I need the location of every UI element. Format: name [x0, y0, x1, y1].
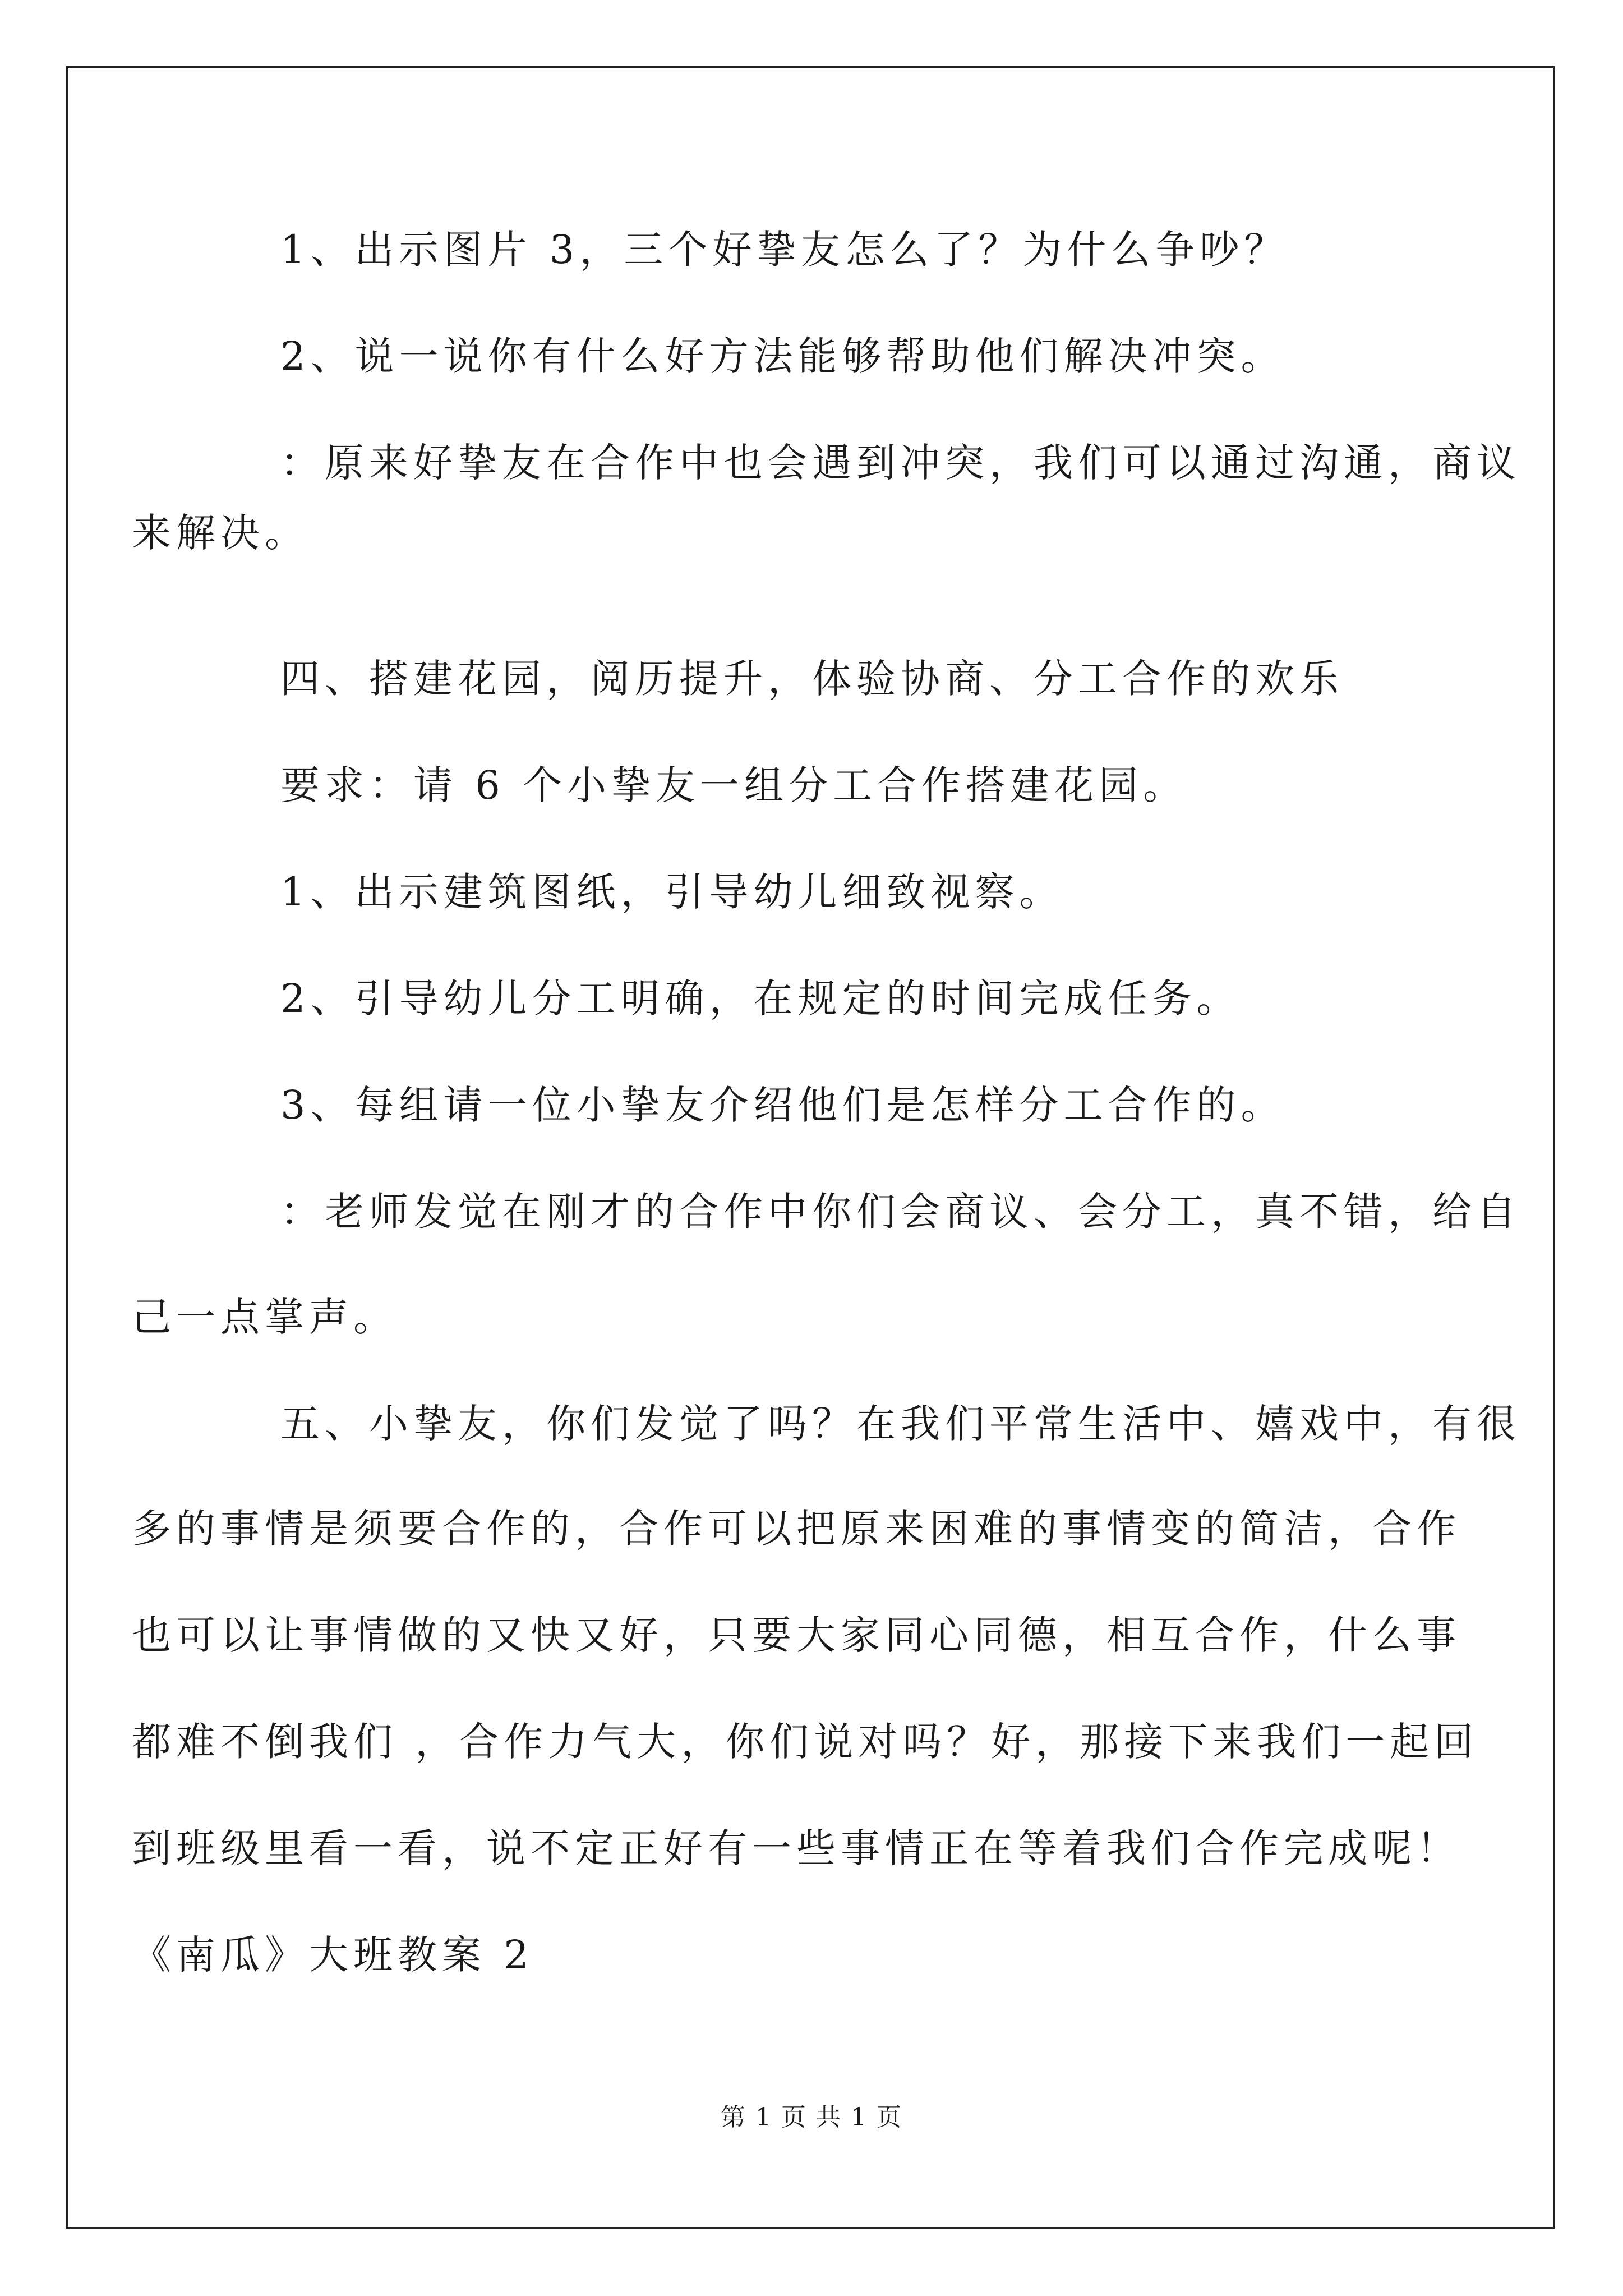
- paragraph-line: 3、每组请一位小挚友介绍他们是怎样分工合作的。: [280, 1082, 1285, 1128]
- paragraph-line: 2、说一说你有什么好方法能够帮助他们解决冲突。: [280, 333, 1285, 379]
- paragraph-line: 1、出示建筑图纸，引导幼儿细致视察。: [280, 869, 1064, 915]
- paragraph-line: 1、出示图片 3，三个好挚友怎么了？为什么争吵？: [280, 227, 1289, 273]
- paragraph-line: ：老师发觉在刚才的合作中你们会商议、会分工，真不错，给自: [280, 1189, 1521, 1235]
- paragraph-line: 到班级里看一看，说不定正好有一些事情正在等着我们合作完成呢！: [132, 1825, 1461, 1871]
- page-border: [66, 66, 1555, 2229]
- section-heading: 四、搭建花园，阅历提升，体验协商、分工合作的欢乐: [280, 656, 1344, 702]
- paragraph-line: 五、小挚友，你们发觉了吗？在我们平常生活中、嬉戏中，有很: [280, 1401, 1521, 1447]
- next-section-title: 《南瓜》大班教案 2: [132, 1932, 534, 1978]
- paragraph-line: 2、引导幼儿分工明确，在规定的时间完成任务。: [280, 976, 1241, 1022]
- paragraph-line: 己一点掌声。: [132, 1294, 398, 1340]
- paragraph-line: ：原来好挚友在合作中也会遇到冲突，我们可以通过沟通，商议: [280, 440, 1521, 486]
- paragraph-line: 要求：请 6 个小挚友一组分工合作搭建花园。: [280, 762, 1188, 808]
- paragraph-line: 多的事情是须要合作的，合作可以把原来困难的事情变的简洁，合作: [132, 1506, 1461, 1552]
- paragraph-line: 都难不倒我们 ，合作力气大，你们说对吗？好，那接下来我们一起回: [132, 1719, 1479, 1765]
- page-number-footer: 第 1 页 共 1 页: [721, 2103, 902, 2132]
- paragraph-line: 也可以让事情做的又快又好，只要大家同心同德，相互合作，什么事: [132, 1612, 1461, 1658]
- paragraph-line: 来解决。: [132, 510, 309, 556]
